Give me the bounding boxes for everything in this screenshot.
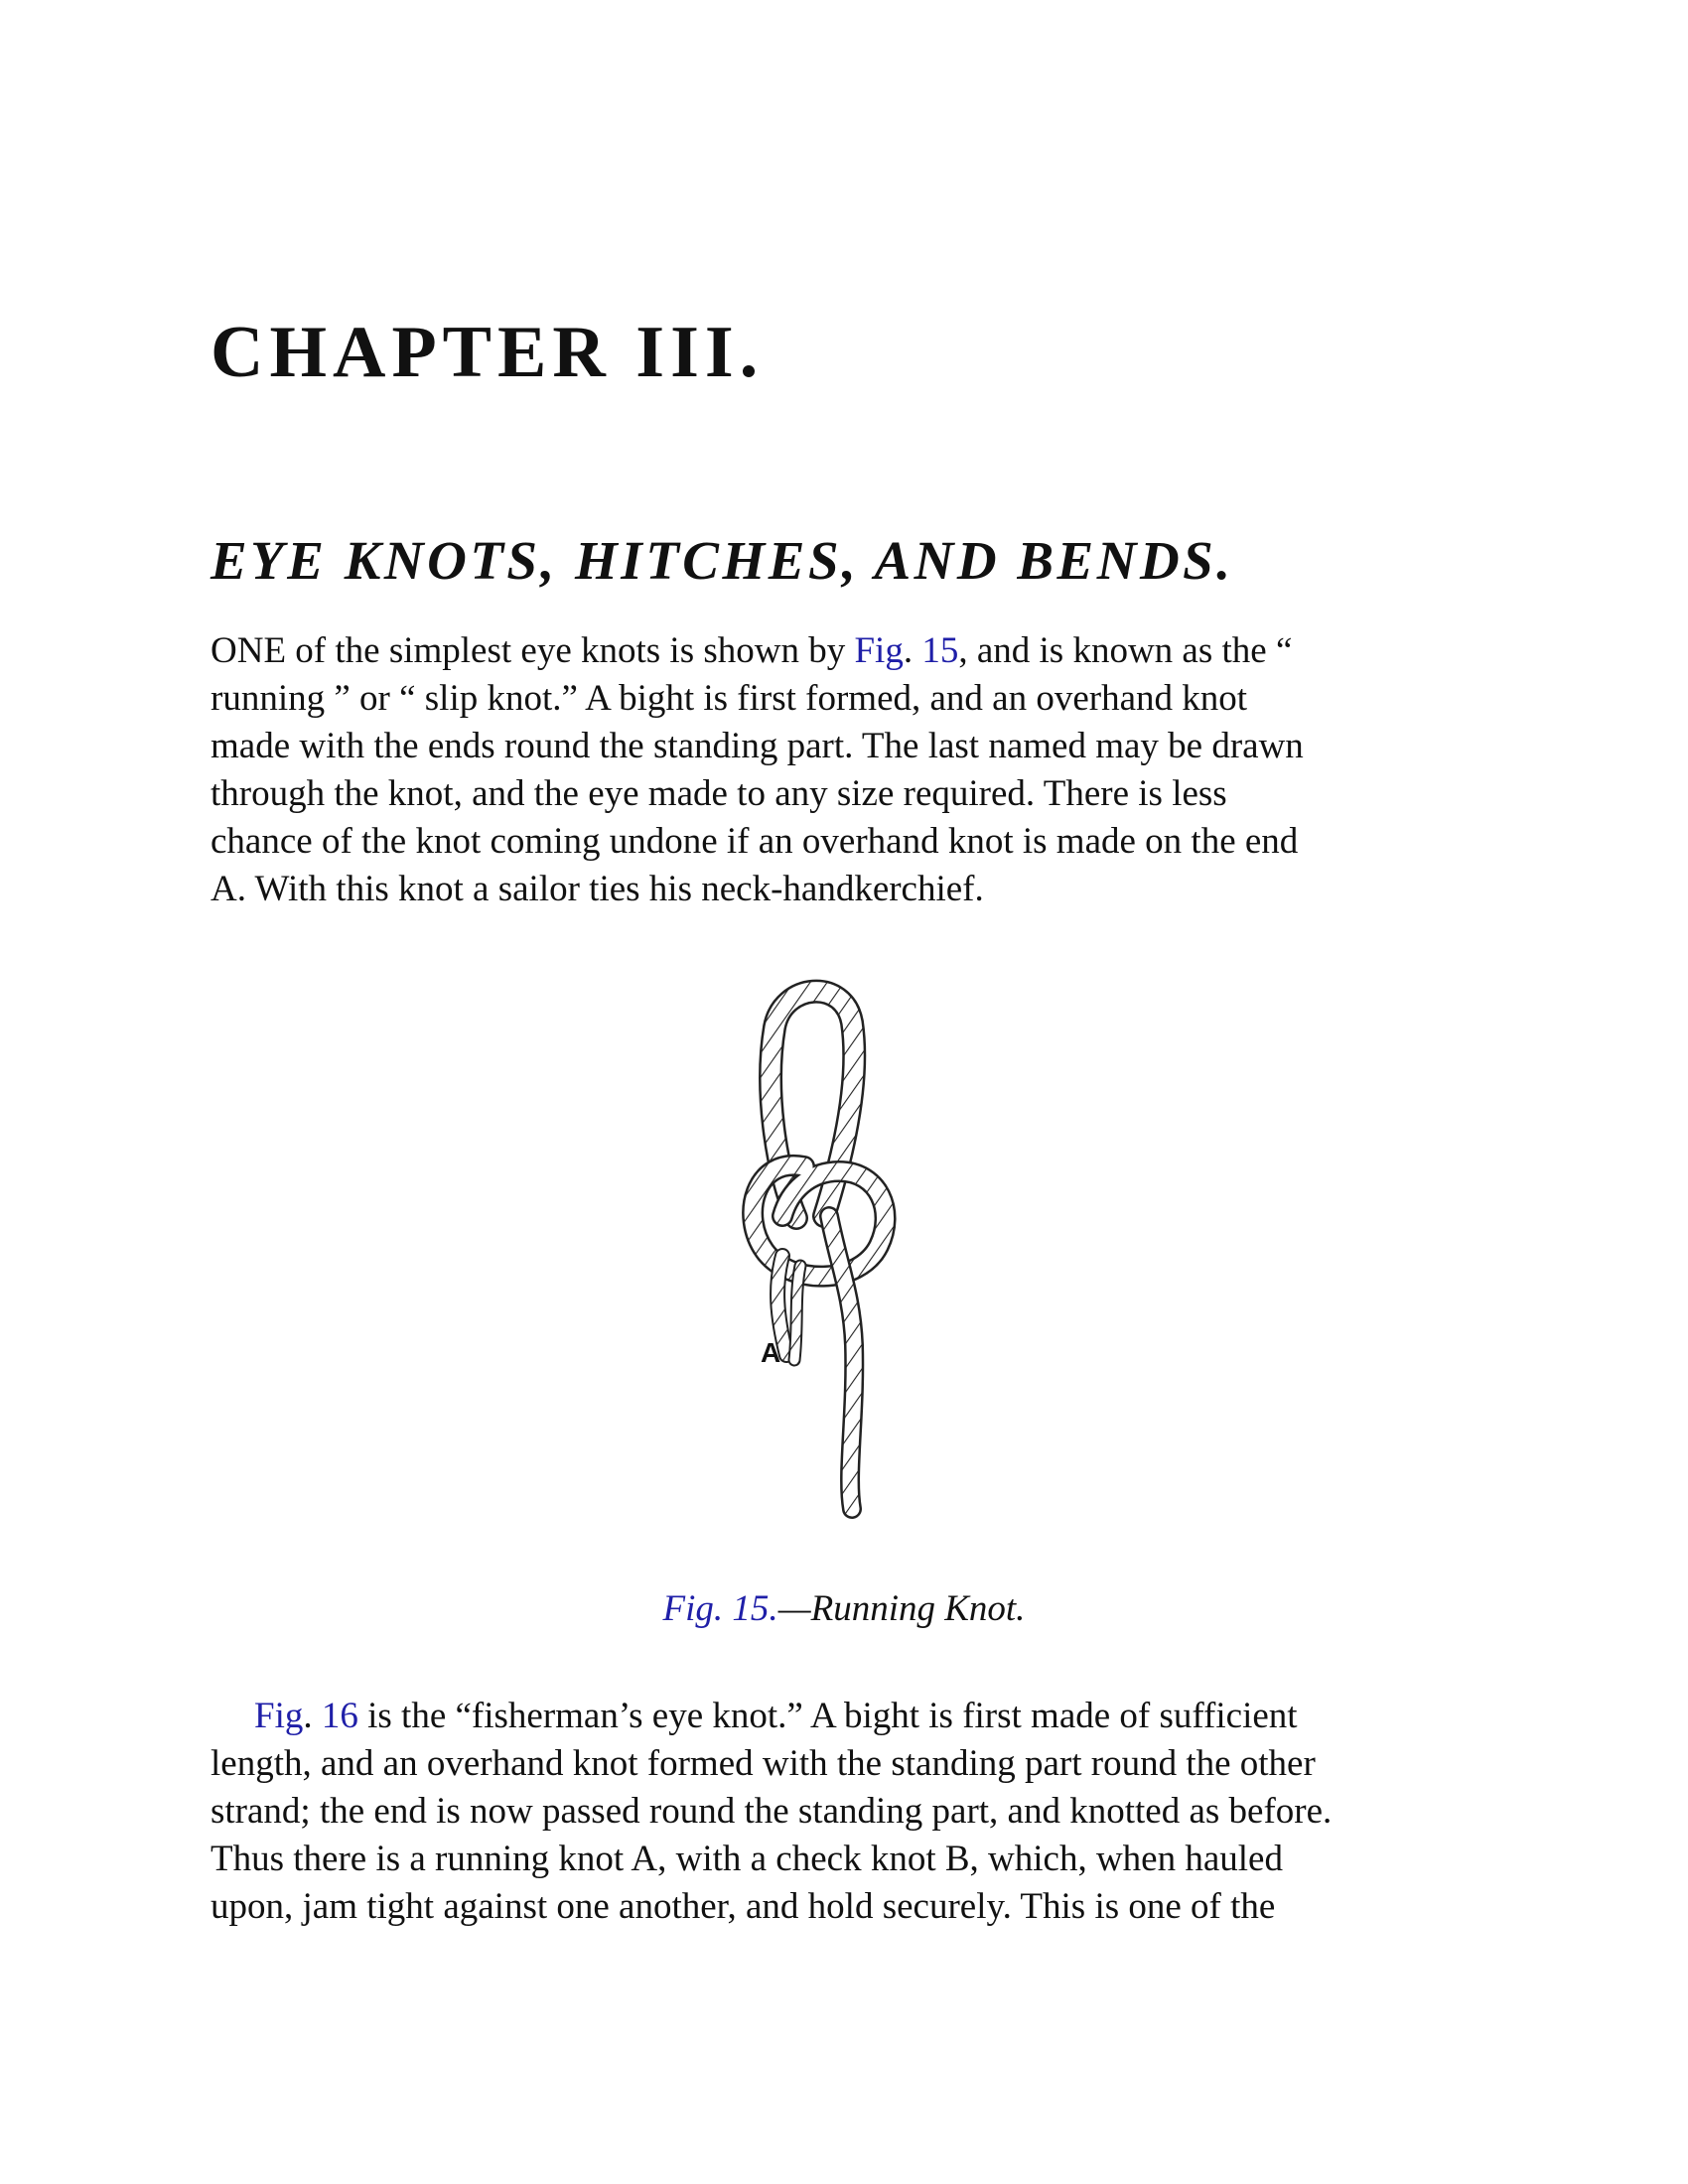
text-line: made with the ends round the standing part. The last named may be drawn	[211, 726, 1304, 766]
text-line: Thus there is a running knot A, with a check knot B, which, when hauled	[211, 1839, 1283, 1879]
section-title: EYE KNOTS, HITCHES, AND BENDS.	[211, 530, 1234, 591]
fig-16-link-number[interactable]: 16	[321, 1696, 358, 1736]
text-span: ONE of the simplest eye knots is shown by	[211, 630, 855, 671]
text-line: upon, jam tight against one another, and hold securely. This is one of the	[211, 1886, 1276, 1927]
text-line: A. With this knot a sailor ties his neck-handkerchief.	[211, 869, 984, 909]
text-line: running ” or “ slip knot.” A bight is first formed, and an overhand knot	[211, 678, 1248, 719]
running-knot-drawing	[735, 968, 953, 1524]
paragraph-running-knot	[211, 627, 1501, 913]
fig-16-link-word[interactable]: Fig	[254, 1696, 304, 1736]
text-line: through the knot, and the eye made to any size required. There is less	[211, 773, 1227, 814]
text-line: length, and an overhand knot formed with the standing part round the other	[211, 1743, 1316, 1784]
text-span: .	[903, 630, 922, 671]
paragraph-fishermans-eye-knot	[211, 1693, 1501, 1931]
text-span: , and is known as the “	[958, 630, 1293, 671]
text-span: .	[303, 1696, 322, 1736]
chapter-title: CHAPTER III.	[211, 312, 765, 393]
running-knot-illustration	[735, 968, 953, 1524]
figure-caption	[0, 1585, 1688, 1633]
text-line	[211, 627, 1501, 675]
text-span: is the “fisherman’s eye knot.” A bight is first made of sufficient	[357, 1696, 1298, 1736]
caption-text: —Running Knot.	[777, 1588, 1026, 1629]
fig-15-link-word[interactable]: Fig	[854, 630, 904, 671]
fig-15-caption-link[interactable]: Fig. 15.	[662, 1588, 778, 1629]
text-line: strand; the end is now passed round the standing part, and knotted as before.	[211, 1791, 1333, 1832]
text-line	[211, 1693, 1501, 1740]
text-line: chance of the knot coming undone if an overhand knot is made on the end	[211, 821, 1299, 862]
label-a: A	[761, 1337, 781, 1368]
fig-15-link-number[interactable]: 15	[921, 630, 959, 671]
